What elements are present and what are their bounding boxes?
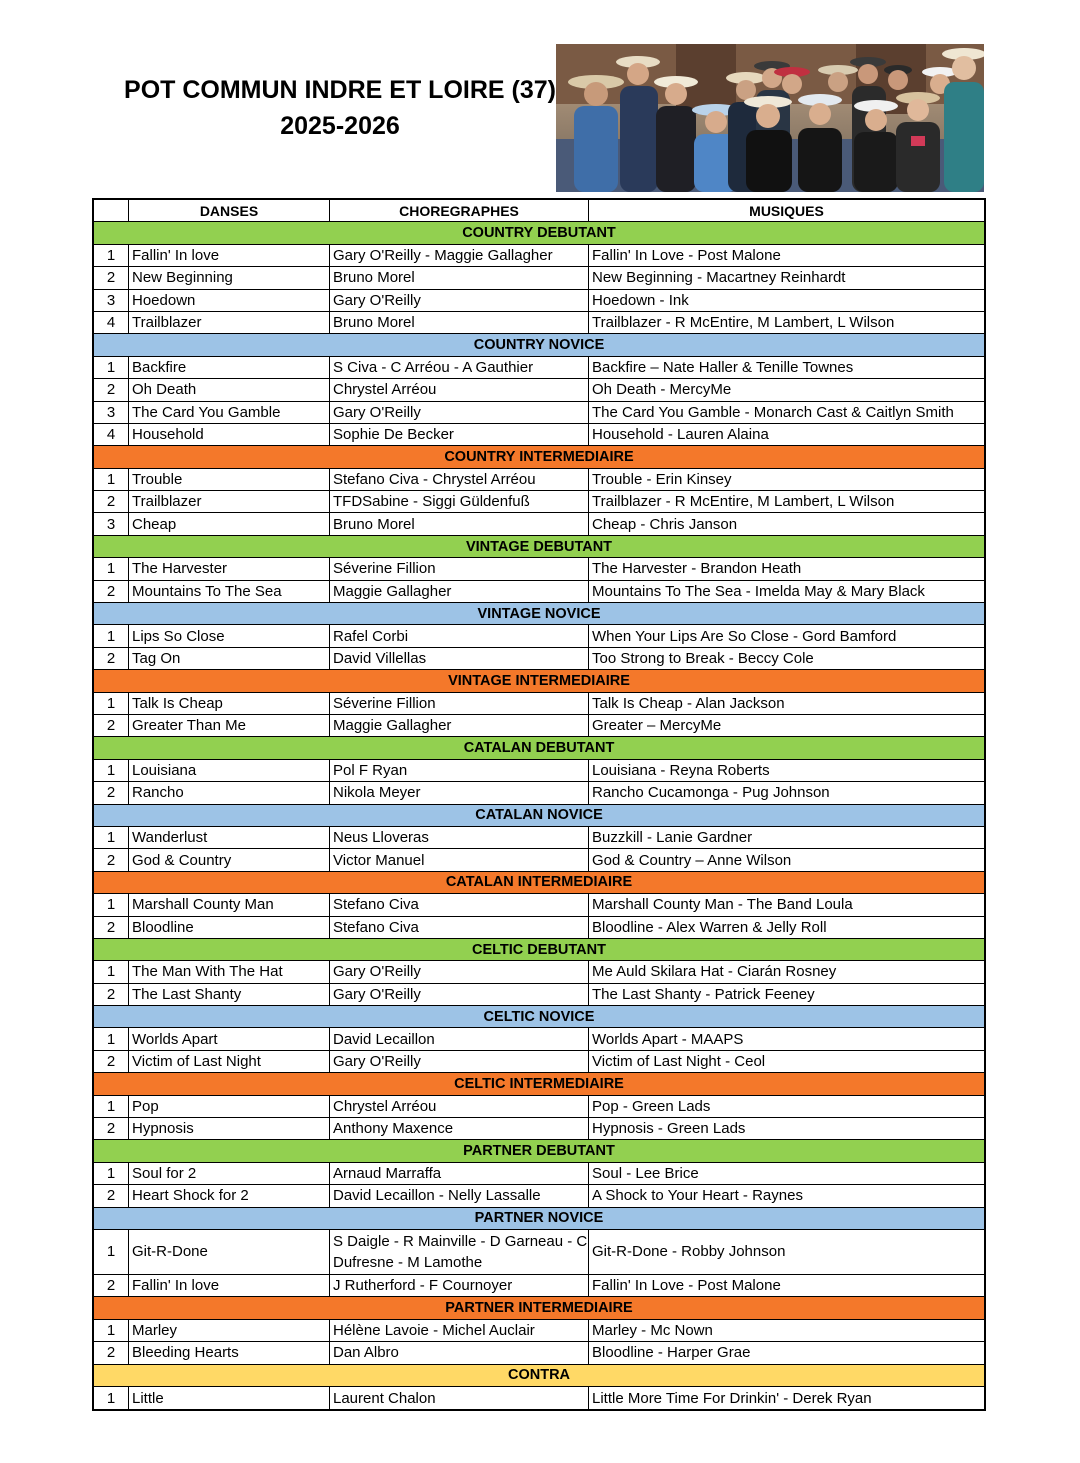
row-number: 1 <box>94 625 129 646</box>
dance-name: Household <box>129 424 330 445</box>
col-header-choregraphes: CHOREGRAPHES <box>330 200 589 221</box>
row-number: 2 <box>94 849 129 870</box>
dance-name: Louisiana <box>129 760 330 781</box>
choreographer: Bruno Morel <box>330 513 589 534</box>
section-header: COUNTRY NOVICE <box>94 334 984 356</box>
dance-name: Heart Shock for 2 <box>129 1185 330 1206</box>
choreographer: Chrystel Arréou <box>330 379 589 400</box>
music: Fallin' In Love - Post Malone <box>592 246 781 264</box>
table-row <box>94 1096 984 1118</box>
row-number: 4 <box>94 424 129 445</box>
table-row <box>94 379 984 401</box>
music: Worlds Apart - MAAPS <box>592 1030 744 1048</box>
music: Fallin' In Love - Post Malone <box>592 1277 781 1295</box>
row-number: 2 <box>94 984 129 1005</box>
music: Me Auld Skilara Hat - Ciarán Rosney <box>592 963 837 981</box>
music: The Last Shanty - Patrick Feeney <box>592 985 815 1003</box>
choreographer: Arnaud Marraffa <box>330 1163 589 1184</box>
section-header: PARTNER INTERMEDIAIRE <box>94 1297 984 1319</box>
music: Oh Death - MercyMe <box>592 381 732 399</box>
row-number: 2 <box>94 491 129 512</box>
page-title <box>100 72 580 144</box>
title-line-1: POT COMMUN INDRE ET LOIRE (37) <box>124 76 556 104</box>
dance-table <box>92 198 986 1411</box>
table-row <box>94 1387 984 1409</box>
choreographer: Gary O'Reilly - Maggie Gallagher <box>330 245 589 266</box>
row-number: 3 <box>94 290 129 311</box>
table-row <box>94 849 984 871</box>
dance-name: Bleeding Hearts <box>129 1342 330 1363</box>
section-header: CATALAN NOVICE <box>94 805 984 827</box>
choreographer: Nikola Meyer <box>330 782 589 803</box>
section-header: CELTIC INTERMEDIAIRE <box>94 1073 984 1095</box>
music: God & Country – Anne Wilson <box>592 851 792 869</box>
table-row <box>94 469 984 491</box>
table-row <box>94 917 984 939</box>
choreographer: Bruno Morel <box>330 267 589 288</box>
choreographer: Laurent Chalon <box>330 1387 589 1409</box>
table-row <box>94 290 984 312</box>
choreographer: Victor Manuel <box>330 849 589 870</box>
music: Greater – MercyMe <box>592 717 722 735</box>
row-number: 1 <box>94 1320 129 1341</box>
dance-name: Hypnosis <box>129 1118 330 1139</box>
choreographer: Neus Lloveras <box>330 827 589 848</box>
table-row <box>94 513 984 535</box>
choreographer: Stefano Civa - Chrystel Arréou <box>330 469 589 490</box>
music: Soul - Lee Brice <box>592 1164 699 1182</box>
choreographer: S Daigle - R Mainville - D Garneau - C Dufresne - M Lamothe <box>330 1230 589 1274</box>
music: The Harvester - Brandon Heath <box>592 560 802 578</box>
choreographer: Séverine Fillion <box>330 693 589 714</box>
music: Hypnosis - Green Lads <box>592 1120 746 1138</box>
section-header: VINTAGE NOVICE <box>94 603 984 625</box>
dance-name: Marley <box>129 1320 330 1341</box>
choreographer: Chrystel Arréou <box>330 1096 589 1117</box>
choreographer: Gary O'Reilly <box>330 984 589 1005</box>
row-number: 1 <box>94 245 129 266</box>
section-header: CELTIC DEBUTANT <box>94 939 984 961</box>
section-header: COUNTRY DEBUTANT <box>94 222 984 244</box>
col-header-musiques: MUSIQUES <box>749 202 824 219</box>
table-row <box>94 961 984 983</box>
dance-name: Soul for 2 <box>129 1163 330 1184</box>
dance-name: Rancho <box>129 782 330 803</box>
col-header-number <box>94 200 129 221</box>
music: Trailblazer - R McEntire, M Lambert, L Wilson <box>592 493 895 511</box>
music: Louisiana - Reyna Roberts <box>592 761 770 779</box>
music: A Shock to Your Heart - Raynes <box>592 1187 803 1205</box>
choreographer: Gary O'Reilly <box>330 290 589 311</box>
table-row <box>94 1185 984 1207</box>
choreographer: Gary O'Reilly <box>330 402 589 423</box>
table-row <box>94 625 984 647</box>
music: Too Strong to Break - Beccy Cole <box>592 650 814 667</box>
music: Trailblazer - R McEntire, M Lambert, L Wilson <box>592 314 895 332</box>
row-number: 1 <box>94 1028 129 1049</box>
music: Hoedown - Ink <box>592 291 689 309</box>
dance-name: Oh Death <box>129 379 330 400</box>
choreographer: Sophie De Becker <box>330 424 589 445</box>
dance-name: The Card You Gamble <box>129 402 330 423</box>
table-row <box>94 267 984 289</box>
music: The Card You Gamble - Monarch Cast & Caitlyn Smith <box>592 403 954 421</box>
row-number: 1 <box>94 693 129 714</box>
section-header: CONTRA <box>94 1365 984 1387</box>
table-row <box>94 558 984 580</box>
table-row <box>94 715 984 737</box>
dance-name: The Man With The Hat <box>129 961 330 982</box>
music: Mountains To The Sea - Imelda May & Mary Black <box>592 582 925 600</box>
choreographer: Pol F Ryan <box>330 760 589 781</box>
choreographer: David Lecaillon <box>330 1028 589 1049</box>
choreographer: J Rutherford - F Cournoyer <box>330 1275 589 1296</box>
table-row <box>94 402 984 424</box>
choreographer: Bruno Morel <box>330 312 589 333</box>
dance-name: Pop <box>129 1096 330 1117</box>
music: Pop - Green Lads <box>592 1097 711 1115</box>
music: New Beginning - Macartney Reinhardt <box>592 269 846 287</box>
dance-name: The Last Shanty <box>129 984 330 1005</box>
choreographer: Stefano Civa <box>330 917 589 938</box>
table-row <box>94 491 984 513</box>
choreographer: Gary O'Reilly <box>330 961 589 982</box>
dance-name: Lips So Close <box>129 625 330 646</box>
row-number: 1 <box>94 961 129 982</box>
table-row <box>94 245 984 267</box>
row-number: 1 <box>94 357 129 378</box>
dance-name: God & Country <box>129 849 330 870</box>
music: Household - Lauren Alaina <box>592 426 769 444</box>
table-row <box>94 1275 984 1297</box>
section-header: VINTAGE INTERMEDIAIRE <box>94 670 984 692</box>
section-header: PARTNER DEBUTANT <box>94 1140 984 1162</box>
dance-name: New Beginning <box>129 267 330 288</box>
music: Backfire – Nate Haller & Tenille Townes <box>592 358 854 376</box>
row-number: 2 <box>94 1342 129 1363</box>
row-number: 4 <box>94 312 129 333</box>
row-number: 1 <box>94 894 129 915</box>
section-header: COUNTRY INTERMEDIAIRE <box>94 446 984 468</box>
choreographer: David Lecaillon - Nelly Lassalle <box>330 1185 589 1206</box>
table-row <box>94 1342 984 1364</box>
dance-name: Bloodline <box>129 917 330 938</box>
row-number: 2 <box>94 1118 129 1139</box>
row-number: 2 <box>94 1185 129 1206</box>
dance-name: Trailblazer <box>129 312 330 333</box>
choreographer: Rafel Corbi <box>330 625 589 646</box>
row-number: 1 <box>94 760 129 781</box>
table-row <box>94 1028 984 1050</box>
table-row <box>94 581 984 603</box>
choreographer: Anthony Maxence <box>330 1118 589 1139</box>
music: Rancho Cucamonga - Pug Johnson <box>592 784 830 802</box>
table-row <box>94 424 984 446</box>
table-row <box>94 1051 984 1073</box>
choreographer: Hélène Lavoie - Michel Auclair <box>330 1320 589 1341</box>
table-row <box>94 648 984 670</box>
table-header <box>94 200 984 222</box>
section-header: CELTIC NOVICE <box>94 1006 984 1028</box>
music: Bloodline - Harper Grae <box>592 1344 751 1362</box>
section-header: CATALAN DEBUTANT <box>94 737 984 759</box>
row-number: 2 <box>94 782 129 803</box>
row-number: 2 <box>94 715 129 736</box>
dance-name: Fallin' In love <box>129 245 330 266</box>
dance-name: Cheap <box>129 513 330 534</box>
dance-name: Worlds Apart <box>129 1028 330 1049</box>
table-row <box>94 984 984 1006</box>
dance-name: Greater Than Me <box>129 715 330 736</box>
choreographer: Maggie Gallagher <box>330 715 589 736</box>
choreographer: David Villellas <box>330 648 589 669</box>
dance-name: Marshall County Man <box>129 894 330 915</box>
music: Marley - Mc Nown <box>592 1321 713 1339</box>
row-number: 1 <box>94 558 129 579</box>
music: Cheap - Chris Janson <box>592 515 738 533</box>
dance-name: Backfire <box>129 357 330 378</box>
table-row <box>94 357 984 379</box>
row-number: 2 <box>94 267 129 288</box>
row-number: 2 <box>94 1051 129 1072</box>
choreographer: S Civa - C Arréou - A Gauthier <box>330 357 589 378</box>
section-header: PARTNER NOVICE <box>94 1208 984 1230</box>
table-body <box>94 222 984 1409</box>
dance-name: Fallin' In love <box>129 1275 330 1296</box>
col-header-danses: DANSES <box>129 200 330 221</box>
row-number: 1 <box>94 1096 129 1117</box>
dance-name: Mountains To The Sea <box>129 581 330 602</box>
music: Trouble - Erin Kinsey <box>592 470 732 488</box>
choreographer: Gary O'Reilly <box>330 1051 589 1072</box>
row-number: 1 <box>94 1387 129 1409</box>
dance-name: Little <box>129 1387 330 1409</box>
dance-name: Git-R-Done <box>129 1230 330 1274</box>
table-row <box>94 827 984 849</box>
music: Bloodline - Alex Warren & Jelly Roll <box>592 918 827 936</box>
table-row <box>94 693 984 715</box>
music: Talk Is Cheap - Alan Jackson <box>592 694 785 712</box>
row-number: 3 <box>94 513 129 534</box>
music: Marshall County Man - The Band Loula <box>592 896 853 914</box>
group-photo <box>556 44 984 192</box>
choreographer: Stefano Civa <box>330 894 589 915</box>
music: Little More Time For Drinkin' - Derek Ryan <box>592 1389 872 1407</box>
table-row <box>94 312 984 334</box>
section-header: VINTAGE DEBUTANT <box>94 536 984 558</box>
dance-name: Trouble <box>129 469 330 490</box>
dance-name: Tag On <box>129 648 330 669</box>
choreographer: Dan Albro <box>330 1342 589 1363</box>
row-number: 1 <box>94 469 129 490</box>
choreographer: TFDSabine - Siggi Güldenfuß <box>330 491 589 512</box>
music: Victim of Last Night - Ceol <box>592 1053 766 1071</box>
table-row <box>94 782 984 804</box>
dance-name: Talk Is Cheap <box>129 693 330 714</box>
table-row <box>94 1320 984 1342</box>
row-number: 3 <box>94 402 129 423</box>
table-row <box>94 760 984 782</box>
row-number: 2 <box>94 581 129 602</box>
dance-name: Wanderlust <box>129 827 330 848</box>
music: When Your Lips Are So Close - Gord Bamford <box>592 627 897 645</box>
row-number: 2 <box>94 648 129 669</box>
dance-name: The Harvester <box>129 558 330 579</box>
row-number: 2 <box>94 1275 129 1296</box>
row-number: 1 <box>94 1163 129 1184</box>
section-header: CATALAN INTERMEDIAIRE <box>94 872 984 894</box>
title-line-2: 2025-2026 <box>280 112 400 140</box>
table-row <box>94 1163 984 1185</box>
table-row <box>94 894 984 916</box>
music: Git-R-Done - Robby Johnson <box>592 1243 786 1261</box>
table-row <box>94 1230 984 1275</box>
choreographer: Séverine Fillion <box>330 558 589 579</box>
dance-name: Trailblazer <box>129 491 330 512</box>
row-number: 2 <box>94 379 129 400</box>
row-number: 1 <box>94 1230 129 1274</box>
dance-name: Hoedown <box>129 290 330 311</box>
choreographer: Maggie Gallagher <box>330 581 589 602</box>
row-number: 1 <box>94 827 129 848</box>
music: Buzzkill - Lanie Gardner <box>592 829 753 847</box>
row-number: 2 <box>94 917 129 938</box>
dance-name: Victim of Last Night <box>129 1051 330 1072</box>
table-row <box>94 1118 984 1140</box>
